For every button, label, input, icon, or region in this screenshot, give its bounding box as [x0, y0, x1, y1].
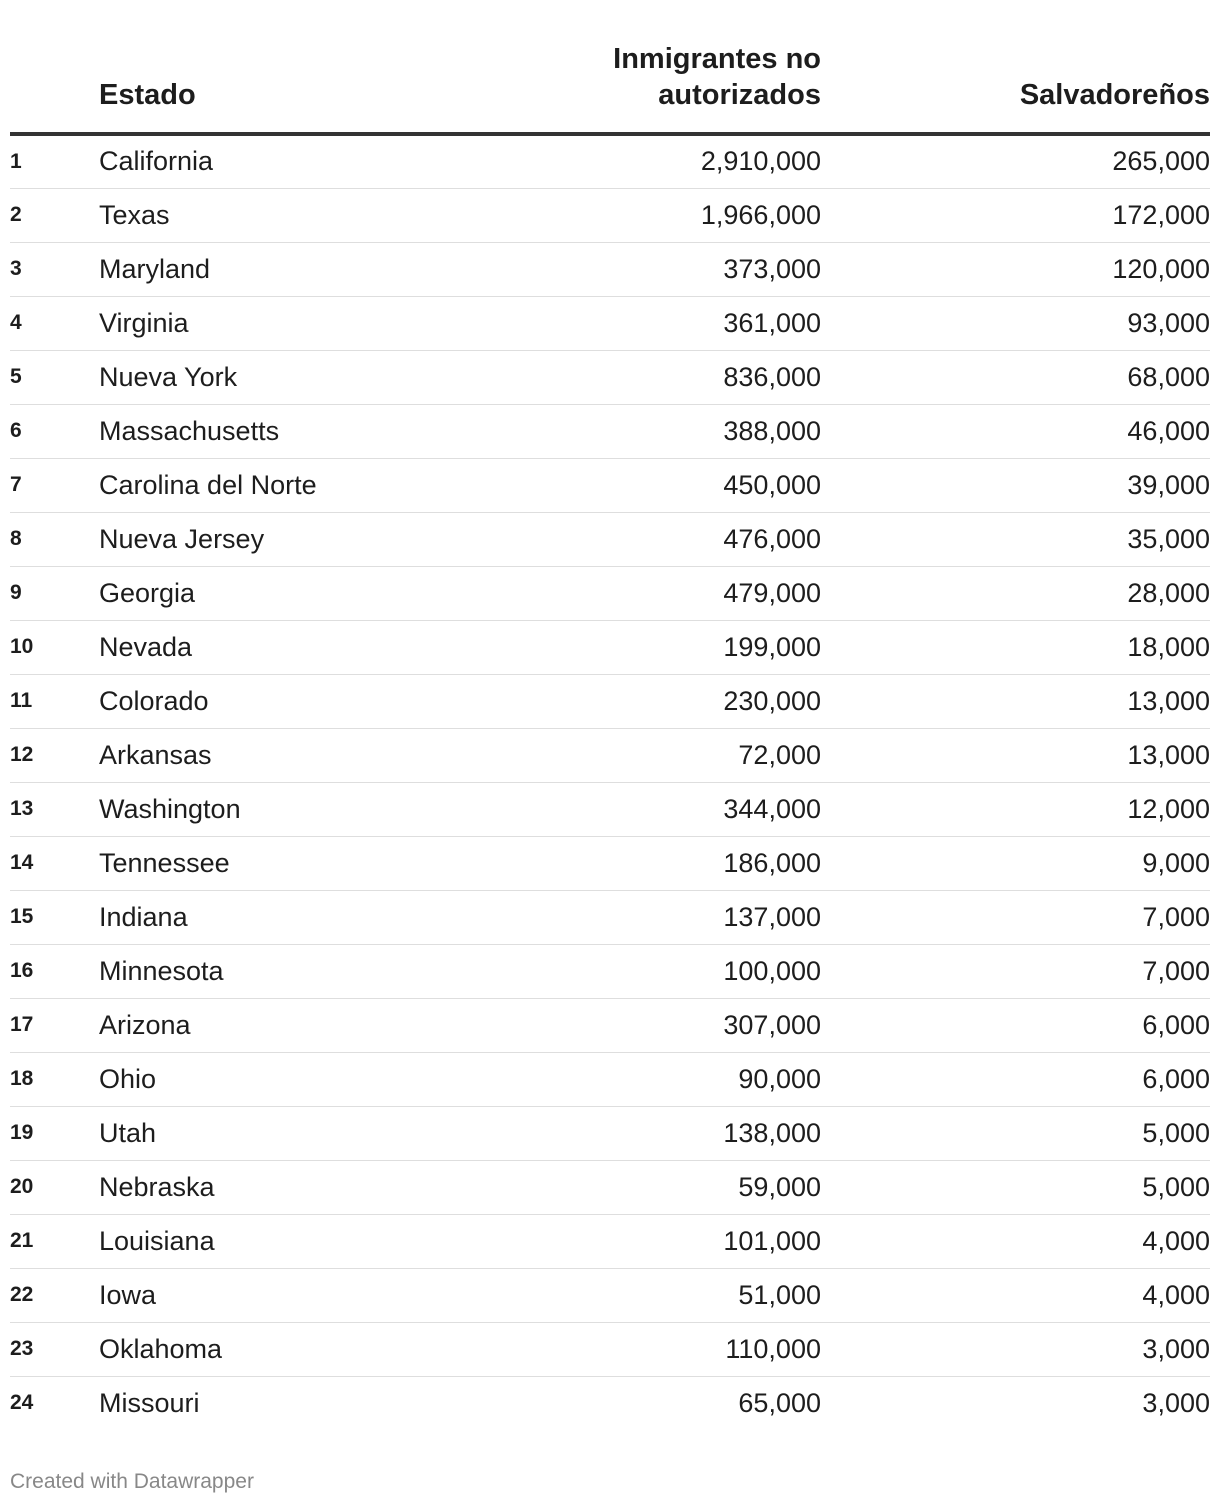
inmigrantes-cell: 388,000	[479, 404, 821, 458]
estado-cell: Georgia	[99, 566, 479, 620]
inmigrantes-cell: 90,000	[479, 1052, 821, 1106]
rank-cell: 8	[10, 512, 99, 566]
rank-cell: 18	[10, 1052, 99, 1106]
salvadorenos-cell: 5,000	[821, 1106, 1210, 1160]
salvadorenos-cell: 5,000	[821, 1160, 1210, 1214]
rank-cell: 10	[10, 620, 99, 674]
table-row	[10, 134, 1210, 188]
inmigrantes-cell: 51,000	[479, 1268, 821, 1322]
inmigrantes-cell: 100,000	[479, 944, 821, 998]
rank-cell: 6	[10, 404, 99, 458]
table-row	[10, 1160, 1210, 1214]
table-row	[10, 620, 1210, 674]
table-row	[10, 1106, 1210, 1160]
salvadorenos-cell: 6,000	[821, 998, 1210, 1052]
salvadorenos-cell: 93,000	[821, 296, 1210, 350]
rank-cell: 14	[10, 836, 99, 890]
rank-cell: 5	[10, 350, 99, 404]
estado-cell: Texas	[99, 188, 479, 242]
estado-cell: Louisiana	[99, 1214, 479, 1268]
rank-cell: 7	[10, 458, 99, 512]
inmigrantes-cell: 65,000	[738, 1387, 821, 1418]
estado-cell: Massachusetts	[99, 404, 479, 458]
estado-cell: Virginia	[99, 296, 479, 350]
salvadorenos-cell: 35,000	[821, 512, 1210, 566]
estado-cell: Maryland	[99, 242, 479, 296]
salvadorenos-cell: 9,000	[821, 836, 1210, 890]
estado-cell: California	[99, 134, 479, 188]
rank-cell: 12	[10, 728, 99, 782]
table-row	[10, 242, 1210, 296]
salvadorenos-cell: 13,000	[821, 674, 1210, 728]
estado-cell: Tennessee	[99, 836, 479, 890]
header-salvadorenos: Salvadoreños	[821, 0, 1210, 134]
rank-cell: 23	[10, 1322, 99, 1376]
inmigrantes-cell: 361,000	[479, 296, 821, 350]
estado-cell: Nueva Jersey	[99, 512, 479, 566]
table-row	[10, 944, 1210, 998]
inmigrantes-cell: 344,000	[479, 782, 821, 836]
salvadorenos-cell: 68,000	[821, 350, 1210, 404]
table-container	[10, 0, 1210, 1430]
rank-cell: 13	[10, 782, 99, 836]
footer-credit: Created with Datawrapper	[10, 1470, 254, 1493]
rank-cell: 21	[10, 1214, 99, 1268]
rank-cell: 1	[10, 134, 99, 188]
salvadorenos-cell: 39,000	[821, 458, 1210, 512]
salvadorenos-cell: 18,000	[821, 620, 1210, 674]
estado-cell: Nueva York	[99, 350, 479, 404]
rank-cell: 20	[10, 1160, 99, 1214]
salvadorenos-cell: 7,000	[821, 890, 1210, 944]
inmigrantes-cell: 479,000	[479, 566, 821, 620]
data-table	[10, 0, 1210, 1430]
salvadorenos-cell: 3,000	[1142, 1387, 1210, 1418]
estado-cell: Indiana	[99, 890, 479, 944]
table-body	[10, 134, 1210, 1430]
table-row	[10, 1322, 1210, 1376]
rank-cell: 22	[10, 1268, 99, 1322]
estado-cell: Colorado	[99, 674, 479, 728]
estado-cell: Utah	[99, 1106, 479, 1160]
inmigrantes-cell: 2,910,000	[479, 134, 821, 188]
table-row	[10, 296, 1210, 350]
table-row	[10, 458, 1210, 512]
estado-cell: Carolina del Norte	[99, 458, 479, 512]
inmigrantes-cell: 476,000	[479, 512, 821, 566]
table-row	[10, 1268, 1210, 1322]
salvadorenos-cell: 7,000	[821, 944, 1210, 998]
rank-cell: 3	[10, 242, 99, 296]
inmigrantes-cell: 137,000	[479, 890, 821, 944]
inmigrantes-cell: 101,000	[479, 1214, 821, 1268]
salvadorenos-cell: 12,000	[821, 782, 1210, 836]
inmigrantes-cell: 836,000	[479, 350, 821, 404]
header-inmigrantes: Inmigrantes no autorizados	[479, 0, 821, 134]
salvadorenos-cell: 13,000	[821, 728, 1210, 782]
salvadorenos-cell: 46,000	[821, 404, 1210, 458]
table-row	[10, 1052, 1210, 1106]
table-row	[10, 998, 1210, 1052]
inmigrantes-cell: 138,000	[479, 1106, 821, 1160]
inmigrantes-cell: 373,000	[479, 242, 821, 296]
salvadorenos-cell: 172,000	[821, 188, 1210, 242]
salvadorenos-cell: 265,000	[821, 134, 1210, 188]
table-row	[10, 512, 1210, 566]
table-row	[10, 350, 1210, 404]
estado-cell: Nebraska	[99, 1160, 479, 1214]
table-row	[10, 566, 1210, 620]
inmigrantes-cell: 110,000	[479, 1322, 821, 1376]
estado-cell: Iowa	[99, 1268, 479, 1322]
estado-cell: Arkansas	[99, 728, 479, 782]
table-row	[10, 1214, 1210, 1268]
rank-cell: 24	[10, 1391, 34, 1415]
table-row	[10, 782, 1210, 836]
salvadorenos-cell: 120,000	[821, 242, 1210, 296]
salvadorenos-cell: 6,000	[821, 1052, 1210, 1106]
table-row	[10, 188, 1210, 242]
rank-cell: 11	[10, 674, 99, 728]
table-row	[10, 674, 1210, 728]
inmigrantes-cell: 307,000	[479, 998, 821, 1052]
inmigrantes-cell: 1,966,000	[479, 188, 821, 242]
table-row	[10, 728, 1210, 782]
rank-cell: 9	[10, 566, 99, 620]
rank-cell: 2	[10, 188, 99, 242]
estado-cell: Oklahoma	[99, 1322, 479, 1376]
rank-cell: 15	[10, 890, 99, 944]
rank-cell: 16	[10, 944, 99, 998]
estado-cell: Nevada	[99, 620, 479, 674]
estado-cell: Missouri	[99, 1387, 200, 1418]
salvadorenos-cell: 4,000	[821, 1214, 1210, 1268]
table-row	[10, 890, 1210, 944]
table-row	[10, 836, 1210, 890]
header-row	[10, 0, 1210, 134]
inmigrantes-cell: 199,000	[479, 620, 821, 674]
inmigrantes-cell: 59,000	[479, 1160, 821, 1214]
salvadorenos-cell: 28,000	[821, 566, 1210, 620]
estado-cell: Washington	[99, 782, 479, 836]
inmigrantes-cell: 230,000	[479, 674, 821, 728]
inmigrantes-cell: 450,000	[479, 458, 821, 512]
salvadorenos-cell: 4,000	[821, 1268, 1210, 1322]
inmigrantes-cell: 72,000	[479, 728, 821, 782]
estado-cell: Arizona	[99, 998, 479, 1052]
estado-cell: Minnesota	[99, 944, 479, 998]
salvadorenos-cell: 3,000	[821, 1322, 1210, 1376]
header-rank	[10, 0, 99, 134]
estado-cell: Ohio	[99, 1052, 479, 1106]
table-row	[10, 404, 1210, 458]
inmigrantes-cell: 186,000	[479, 836, 821, 890]
table-row	[10, 1376, 1210, 1430]
rank-cell: 17	[10, 998, 99, 1052]
table-header	[10, 0, 1210, 134]
rank-cell: 19	[10, 1106, 99, 1160]
header-estado: Estado	[99, 0, 479, 134]
rank-cell: 4	[10, 296, 99, 350]
